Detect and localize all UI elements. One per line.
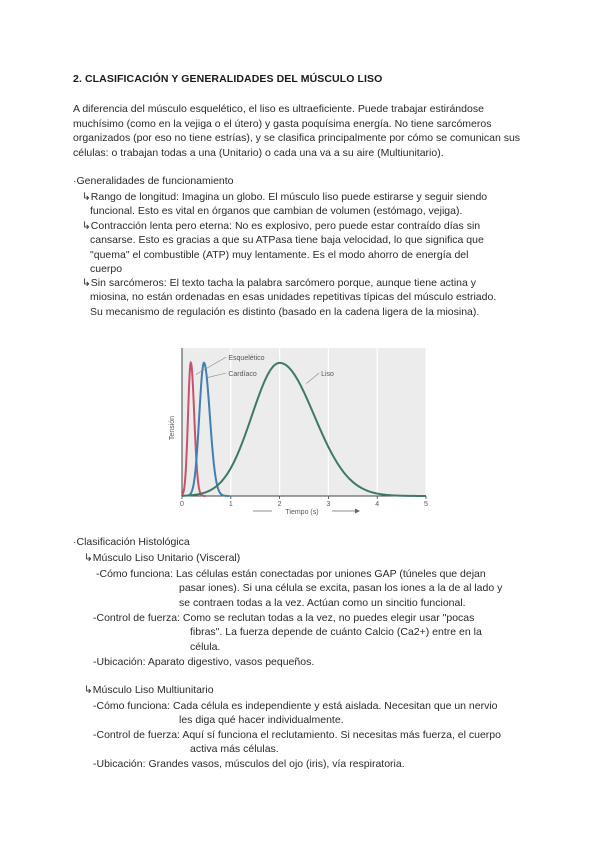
unitario-control-fuerza [93, 611, 474, 625]
row-text-cont: célula. [190, 641, 221, 653]
bullet-line: cansarse. Esto es gracias a que su ATPasa tiene baja velocidad, lo que significa que [90, 234, 484, 247]
bullet-line: ↳Sin sarcómeros: El texto tacha la palabra sarcómero porque, aunque tiene actina y [82, 277, 477, 289]
multiunitario-ubicacion [93, 757, 405, 771]
tension-chart [160, 340, 450, 530]
row-label: -Ubicación: [93, 656, 146, 668]
xlabel-arrowhead [355, 509, 360, 514]
bullet-line: ↳Rango de longitud: Imagina un globo. El músculo liso puede estirarse y seguir siendo [82, 191, 488, 203]
row-label: -Cómo funciona: [93, 700, 171, 712]
unitario-heading: ↳Músculo Liso Unitario (Visceral) [84, 552, 241, 564]
row-text-cont: activa más células. [190, 743, 279, 755]
row-text-cont: fibras". La fuerza depende de cuánto Calcio (Ca2+) entre en la [190, 626, 482, 638]
multiunitario-heading: ↳Músculo Liso Multiunitario [84, 684, 214, 696]
bullet-rango-longitud [82, 190, 532, 219]
x-tick-label: 2 [277, 501, 282, 508]
bullet-line: Su mecanismo de regulación es distinto (basado en la cadena ligera de la miosina). [90, 305, 480, 318]
bullet-line: miosina, no están ordenadas en esas unidades repetitivas típicas del músculo estriado. [90, 291, 497, 304]
plot-background [182, 348, 426, 496]
x-tick-label: 0 [180, 501, 184, 508]
x-tick-label: 1 [228, 501, 233, 508]
legend-label: Cardíaco [228, 371, 257, 378]
unitario-ubicacion [93, 655, 314, 669]
row-label: -Control de fuerza: [93, 729, 180, 741]
row-text: Cada célula es independiente y está aislada. Necesitan que un nervio [172, 700, 498, 712]
section-title: 2. CLASIFICACIÓN Y GENERALIDADES DEL MÚSCULO LISO [73, 73, 383, 85]
multiunitario-control-fuerza [93, 728, 501, 742]
clasificacion-heading: ·Clasificación Histológica [73, 536, 190, 548]
bullet-line: funcional. Esto es vital en órganos que cambian de volumen (estómago, vejiga). [90, 205, 463, 218]
row-label: -Cómo funciona: [96, 568, 174, 580]
legend-label: Esquelético [228, 355, 265, 362]
row-text: Aquí sí funciona el reclutamiento. Si necesitas más fuerza, el cuerpo [182, 729, 501, 741]
x-tick-label: 5 [424, 501, 428, 508]
y-axis-label: Tensión [169, 415, 176, 441]
row-label: -Ubicación: [93, 758, 146, 770]
row-text: Grandes vasos, músculos del ojo (iris), vía respiratoria. [148, 758, 405, 770]
row-text: Las células están conectadas por uniones GAP (túneles que dejan [175, 568, 486, 580]
row-text-cont: se contraen todas a la vez. Actúan como un sincitio funcional. [179, 597, 466, 609]
row-text-cont: pasar iones). Si una célula se excita, pasan los iones a la de al lado y [179, 582, 503, 594]
multiunitario-como-funciona [93, 699, 498, 713]
bullet-line: ↳Contracción lenta pero eterna: No es explosivo, pero puede estar contraído días sin [82, 220, 481, 232]
bullet-contraccion-lenta [82, 219, 532, 277]
intro-paragraph: A diferencia del músculo esquelético, el liso es ultraeficiente. Puede trabajar estirándose muchísimo (como en la vejiga o el útero) y gasta poquísima energía. No tiene sarcómeros organizados (por eso no tiene estrías), y se clasifica principalmente por cómo se comunican sus células: o trabajan todas a una (Unitario) o cada una va a su aire (Multiunitario). [73, 103, 521, 159]
generalidades-heading: ·Generalidades de funcionamiento [73, 175, 234, 187]
row-text-cont: les diga qué hacer individualmente. [179, 714, 344, 726]
bullet-sin-sarcomeros [82, 276, 532, 319]
unitario-como-funciona [96, 567, 486, 581]
legend-label: Liso [321, 371, 334, 378]
x-tick-label: 4 [375, 501, 380, 508]
x-tick-label: 3 [326, 501, 331, 508]
row-text: Aparato digestivo, vasos pequeños. [147, 656, 315, 668]
row-text: Como se reclutan todas a la vez, no puedes elegir usar "pocas [182, 612, 475, 624]
tension-chart-svg [160, 340, 450, 530]
row-label: -Control de fuerza: [93, 612, 180, 624]
bullet-line: "quema" el combustible (ATP) muy lentamente. Es el modo ahorro de energía del [90, 248, 469, 261]
x-axis-label: Tiempo (s) [285, 509, 319, 516]
bullet-line: cuerpo [90, 263, 123, 276]
